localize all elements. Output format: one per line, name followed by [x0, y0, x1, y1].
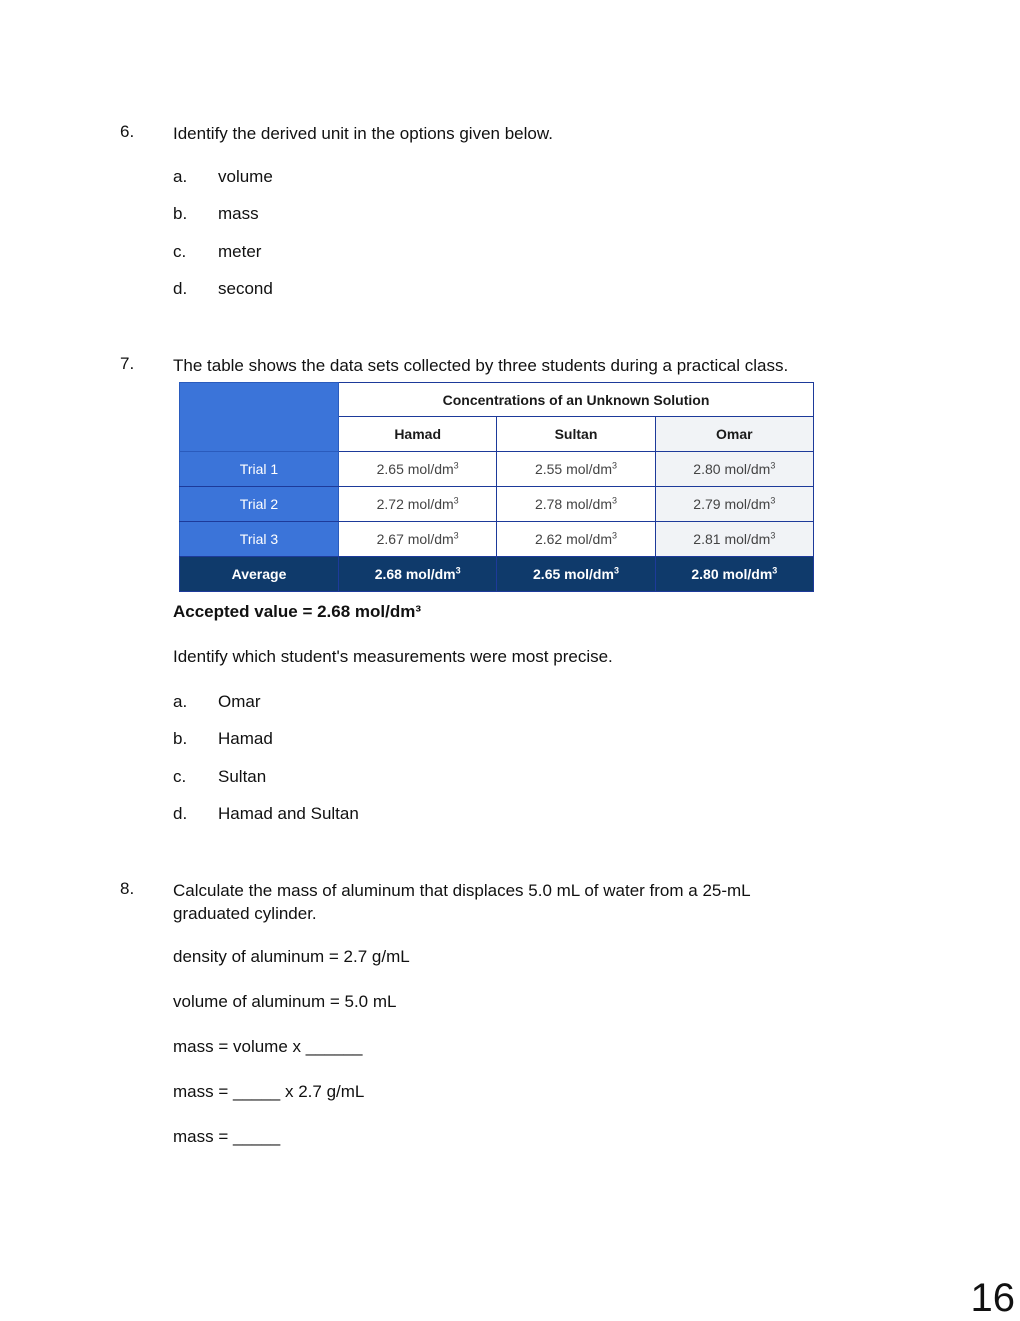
option-text: Hamad and Sultan: [218, 804, 359, 823]
question-number: 7.: [120, 354, 135, 373]
column-header: Hamad: [339, 417, 497, 452]
table-row: [180, 452, 814, 487]
option-text: Hamad: [218, 729, 273, 748]
given-volume: volume of aluminum = 5.0 mL: [173, 992, 397, 1011]
page-number: 16: [970, 1276, 1015, 1320]
option-letter: d.: [173, 279, 188, 298]
option-text: mass: [218, 204, 259, 223]
question-text: The table shows the data sets collected by three students during a practical class.: [173, 356, 789, 375]
column-header: Sultan: [497, 417, 655, 452]
given-density: density of aluminum = 2.7 g/mL: [173, 947, 410, 966]
option-text: meter: [218, 242, 262, 261]
table-cell: 2.79 mol/$dm^3$: [655, 487, 813, 522]
table-cell: 2.67 mol/$dm^3$: [339, 522, 497, 557]
table-cell: 2.55 mol/$dm^3$: [497, 452, 655, 487]
option-letter: c.: [173, 242, 187, 261]
row-label: Trial 3: [180, 522, 339, 557]
table-title: Concentrations of an Unknown Solution: [339, 383, 814, 417]
option-letter: c.: [173, 767, 187, 786]
question-number: 8.: [120, 879, 135, 898]
row-label: Trial 1: [180, 452, 339, 487]
formula-line: mass = volume x ______: [173, 1037, 363, 1056]
table-corner: [180, 383, 339, 452]
option-letter: b.: [173, 729, 188, 748]
option-text: Sultan: [218, 767, 267, 786]
concentration-table: [179, 382, 814, 592]
table-row: [180, 487, 814, 522]
option-letter: a.: [173, 167, 188, 186]
question-number: 6.: [120, 122, 135, 141]
option-letter: d.: [173, 804, 188, 823]
table-cell: 2.72 mol/$dm^3$: [339, 487, 497, 522]
question-text: Identify the derived unit in the options given below.: [173, 124, 553, 143]
row-label: Trial 2: [180, 487, 339, 522]
table-row: [180, 522, 814, 557]
option-text: volume: [218, 167, 273, 186]
accepted-value: Accepted value = 2.68 mol/dm³: [173, 602, 422, 621]
table-cell: 2.81 mol/$dm^3$: [655, 522, 813, 557]
column-header: Omar: [655, 417, 813, 452]
option-text: Omar: [218, 692, 261, 711]
question-text: Calculate the mass of aluminum that displaces 5.0 mL of water from a 25-mL graduated cylinder.: [173, 881, 750, 923]
table-cell: 2.62 mol/$dm^3$: [497, 522, 655, 557]
question-prompt: Identify which student's measurements were most precise.: [173, 647, 613, 666]
option-text: second: [218, 279, 273, 298]
table-cell: 2.65 mol/$dm^3$: [339, 452, 497, 487]
table-average-row: [180, 557, 814, 592]
table-cell: 2.80 mol/$dm^3$: [655, 452, 813, 487]
answer-line: mass = _____: [173, 1127, 281, 1146]
option-letter: b.: [173, 204, 188, 223]
table-cell: 2.78 mol/$dm^3$: [497, 487, 655, 522]
row-label: Average: [180, 557, 339, 592]
table-title-row: [180, 383, 814, 417]
table-cell: 2.80 mol/$dm^3$: [655, 557, 813, 592]
table-cell: 2.68 mol/$dm^3$: [339, 557, 497, 592]
substitution-line: mass = _____ x 2.7 g/mL: [173, 1082, 365, 1101]
option-letter: a.: [173, 692, 188, 711]
table-cell: 2.65 mol/$dm^3$: [497, 557, 655, 592]
